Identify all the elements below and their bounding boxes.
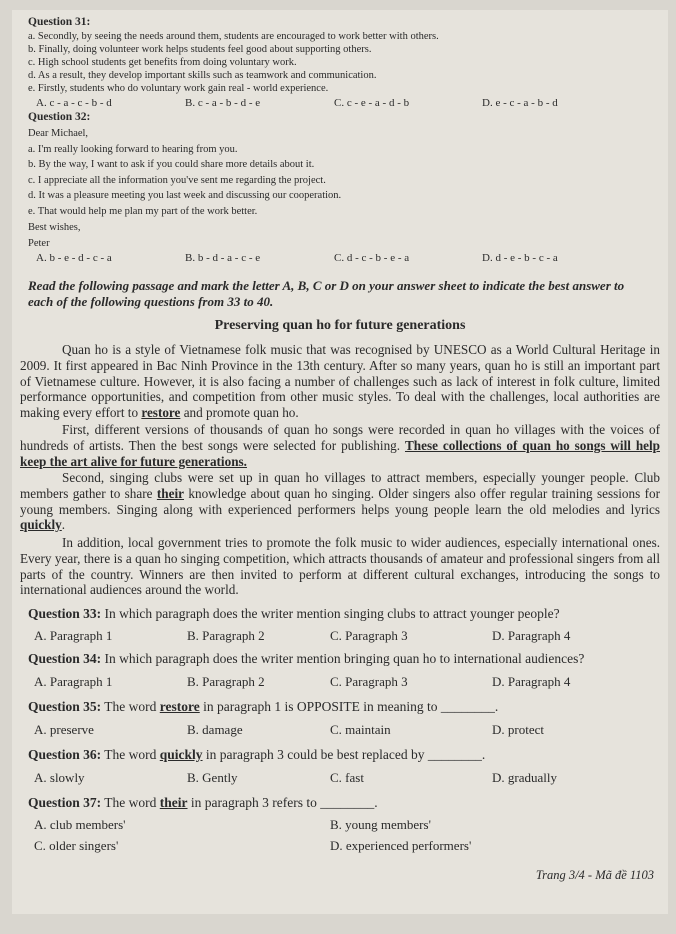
q31-option-d[interactable]: D. e - c - a - b - d [482,97,558,109]
q31-sentence: d. As a result, they develop important skills such as teamwork and communication. [28,70,377,81]
passage-paragraph-1 [20,342,660,421]
q36-option-c[interactable]: C. fast [330,770,364,785]
q33-label: Question 33: [28,606,102,621]
exam-page [12,10,668,914]
q34-label: Question 34: [28,651,102,666]
q35-option-c[interactable]: C. maintain [330,722,391,737]
p3-text: Second, singing clubs were set up in quan ho villages to attract members, especially younger people. Club members gather to share [20,470,660,501]
q31-option-a[interactable]: A. c - a - c - b - d [36,97,112,109]
q32-sentence: e. That would help me plan my part of the work better. [28,206,258,217]
q35-label: Question 35: [28,699,102,714]
word-quickly: quickly [20,517,62,533]
q36-option-a[interactable]: A. slowly [34,770,85,785]
q35-text: The word [101,699,160,714]
q35-stem [28,699,498,715]
q31-sentence: b. Finally, doing volunteer work helps students feel good about supporting others. [28,44,372,55]
q32-greeting: Dear Michael, [28,128,89,139]
q35-option-d[interactable]: D. protect [492,722,544,737]
q31-sentence: c. High school students get benefits from doing voluntary work. [28,57,297,68]
q33-option-b[interactable]: B. Paragraph 2 [187,628,265,643]
q35-option-a[interactable]: A. preserve [34,722,94,737]
passage-paragraph-3 [20,470,660,533]
q32-sentence: c. I appreciate all the information you've sent me regarding the project. [28,175,326,186]
q32-sentence: a. I'm really looking forward to hearing from you. [28,144,238,155]
q32-option-a[interactable]: A. b - e - d - c - a [36,252,112,264]
q31-sentence: a. Secondly, by seeing the needs around them, students are encouraged to work better with others. [28,31,439,42]
q36-word: quickly [159,747,203,762]
q32-option-b[interactable]: B. b - d - a - c - e [185,252,261,264]
q35-option-b[interactable]: B. damage [187,722,243,737]
q34-option-d[interactable]: D. Paragraph 4 [492,674,571,689]
q33-stem [28,606,560,622]
q37-stem [28,795,378,811]
word-their: their [156,485,184,501]
q32-title: Question 32: [28,111,91,123]
p4-text: In addition, local government tries to promote the folk music to wider audiences, especially international ones. Every year, there is a quan ho singing competition, which attracts thousands of amateur and professional singers from all parts of the country. Winners are then invited to perform at different cultural exchanges, introducing the songs to international audiences around the world. [20,535,660,598]
q31-option-b[interactable]: B. c - a - b - d - e [185,97,261,109]
q34-option-b[interactable]: B. Paragraph 2 [187,674,265,689]
q36-label: Question 36: [28,747,102,762]
q33-option-a[interactable]: A. Paragraph 1 [34,628,113,643]
q34-text: In which paragraph does the writer mention bringing quan ho to international audiences? [101,651,585,666]
q36-text: The word [101,747,160,762]
q37-option-a[interactable]: A. club members' [34,817,126,832]
q31-title: Question 31: [28,16,91,28]
q33-option-d[interactable]: D. Paragraph 4 [492,628,571,643]
q36-text-end: in paragraph 3 could be best replaced by ________. [202,747,486,762]
p2-text: First, different versions of thousands of quan ho songs were recorded in quan ho villages with the voices of hundreds of artists. Then the best songs were selected for publishing. [20,422,660,453]
q32-signature: Peter [28,238,50,249]
q31-sentence: e. Firstly, students who do voluntary work gain real - world experience. [28,83,329,94]
q32-sentence: b. By the way, I want to ask if you could share more details about it. [28,159,315,170]
p1-text: Quan ho is a style of Vietnamese folk music that was recognised by UNESCO as a World Cultural Heritage in 2009. It first appeared in Bac Ninh Province in the 13th century. After so many years, quan ho is still an important part of Vietnamese culture. However, it is also facing a number of challenges such as lack of interest in folk culture, limited performance opportunities, and competition from other music styles. To deal with the challenges, local authorities are making every effort to [20,342,660,421]
p3-text-mid: knowledge about quan ho singing. Older singers also offer regular training sessions for young members. Singing along with experienced performers helps young people learn the old melodies and lyrics [20,485,660,517]
q37-option-c[interactable]: C. older singers' [34,838,119,853]
q36-option-d[interactable]: D. gradually [492,770,557,785]
q37-text-end: in paragraph 3 refers to ________. [187,795,378,810]
q37-option-b[interactable]: B. young members' [330,817,431,832]
q36-stem [28,747,485,763]
q32-option-d[interactable]: D. d - e - b - c - a [482,252,558,264]
q32-option-c[interactable]: C. d - c - b - e - a [334,252,410,264]
q37-label: Question 37: [28,795,102,810]
passage-title: Preserving quan ho for future generations [214,318,466,333]
passage-paragraph-2 [20,422,660,469]
q31-option-c[interactable]: C. c - e - a - d - b [334,97,410,109]
q33-option-c[interactable]: C. Paragraph 3 [330,628,408,643]
q32-sentence: d. It was a pleasure meeting you last week and discussing our cooperation. [28,190,342,201]
page-footer: Trang 3/4 - Mã đề 1103 [535,868,654,882]
q35-word: restore [159,699,200,714]
q35-text-end: in paragraph 1 is OPPOSITE in meaning to ________. [199,699,499,714]
underlined-sentence: These collections of quan ho songs will help keep the art alive for future generations. [20,437,660,469]
q37-option-d[interactable]: D. experienced performers' [330,838,472,853]
q32-closing: Best wishes, [28,222,81,233]
word-restore: restore [141,405,181,421]
p1-text-end: and promote quan ho. [180,405,299,421]
q37-text: The word [101,795,160,810]
q34-option-c[interactable]: C. Paragraph 3 [330,674,408,689]
q36-option-b[interactable]: B. Gently [187,770,238,785]
q33-text: In which paragraph does the writer mention singing clubs to attract younger people? [101,606,560,621]
q34-stem [28,651,584,667]
p3-text-end: . [61,517,66,533]
q34-option-a[interactable]: A. Paragraph 1 [34,674,113,689]
passage-paragraph-4 [20,535,660,598]
reading-instruction: Read the following passage and mark the letter A, B, C or D on your answer sheet to indicate the best answer to each of the following questions from 33 to 40. [28,278,625,309]
q37-word: their [159,795,188,810]
